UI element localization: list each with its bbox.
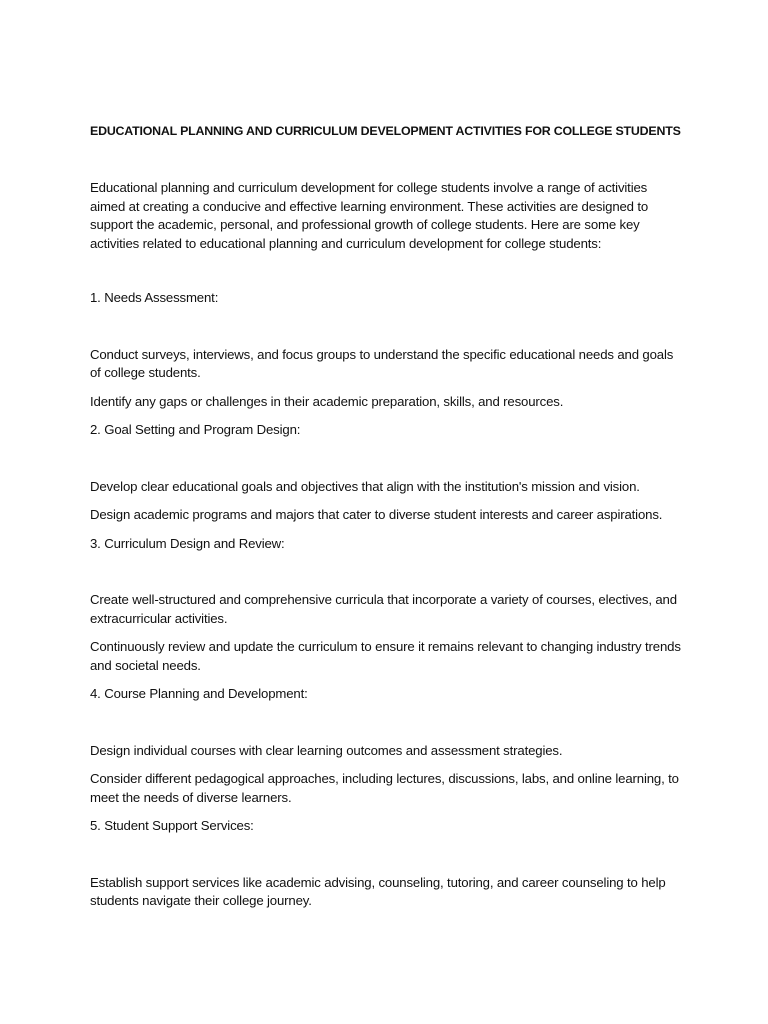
document-body: [90, 123, 682, 911]
section-heading: 3. Curriculum Design and Review:: [90, 535, 285, 551]
section-heading: 2. Goal Setting and Program Design:: [90, 422, 301, 437]
section-paragraph: Develop clear educational goals and objectives that align with the institution's mission and vision.: [90, 478, 640, 494]
section-heading: 1. Needs Assessment:: [90, 290, 219, 305]
section-paragraph: Design academic programs and majors that cater to diverse student interests and career aspirations.: [90, 507, 663, 522]
section-paragraph: Consider different pedagogical approaches, including lectures, discussions, labs, and online learning, to meet the needs of diverse learners.: [90, 771, 679, 805]
section-paragraph: Identify any gaps or challenges in their academic preparation, skills, and resources.: [90, 393, 564, 409]
section-heading: 5. Student Support Services:: [90, 818, 254, 833]
section-paragraph: Conduct surveys, interviews, and focus groups to understand the specific educational needs and goals of college students.: [90, 346, 674, 380]
section-paragraph: Design individual courses with clear learning outcomes and assessment strategies.: [90, 742, 563, 758]
section-paragraph: Create well-structured and comprehensive curricula that incorporate a variety of courses, electives, and extracurricular activities.: [90, 592, 677, 626]
document-title: EDUCATIONAL PLANNING AND CURRICULUM DEVELOPMENT ACTIVITIES FOR COLLEGE STUDENTS: [90, 124, 681, 138]
section-paragraph: Continuously review and update the curriculum to ensure it remains relevant to changing industry trends and societal needs.: [90, 639, 681, 673]
section-heading: 4. Course Planning and Development:: [90, 686, 308, 701]
section-paragraph: Establish support services like academic advising, counseling, tutoring, and career counseling to help students navigate their college journey.: [90, 874, 666, 908]
intro-paragraph: Educational planning and curriculum development for college students involve a range of activities aimed at creating a conducive and effective learning environment. These activities are designed to support the academic, personal, and professional growth of college students. Here are some key activities related to educational planning and curriculum development for college students:: [90, 180, 649, 251]
